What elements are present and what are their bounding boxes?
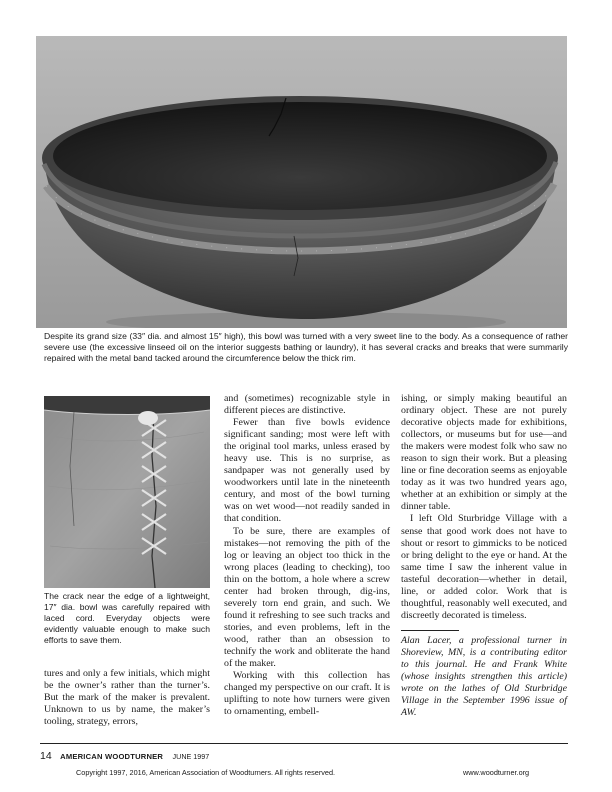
footer-divider xyxy=(40,743,568,744)
issue-date: JUNE 1997 xyxy=(172,752,210,761)
body-column-2 xyxy=(224,393,390,718)
paragraph: Working with this collection has changed my perspective on our craft. It is uplifting to note how turners were given to ornamenting, embell- xyxy=(224,670,390,718)
crack-repair-photo xyxy=(44,396,210,588)
body-column-1 xyxy=(44,668,210,728)
paragraph: tures and only a few initials, which might be the owner’s rather than the turner’s. But the mark of the maker is prevalent. Unknown to us by name, the maker’s tooling, strategy, errors, xyxy=(44,668,210,728)
paragraph: Fewer than five bowls evidence significant sanding; most were left with the original tool marks, unless erased by heavy use. This is no surprise, as sandpaper was not generally used by woodworkers until late in the nineteenth century, and most of the bowl turning was on wet wood—not readily sanded in that condition. xyxy=(224,417,390,525)
bio-divider xyxy=(401,630,459,631)
paragraph: and (sometimes) recognizable style in different pieces are distinctive. xyxy=(224,393,390,417)
copyright-notice: Copyright 1997, 2016, American Association of Woodturners. All rights reserved. xyxy=(76,768,336,777)
bowl-photo xyxy=(36,36,567,328)
crack-repair-caption: The crack near the edge of a lightweight, 17″ dia. bowl was carefully repaired with laced cord. Everyday objects were evidently valuable enough to make such efforts to save them. xyxy=(44,591,210,646)
paragraph: ishing, or simply making beautiful an ordinary object. These are not purely decorative objects made for exhibitions, collectors, or museums but for use—and the makers were modest folk who saw no reason to sign their work. But a pleasing line or fine decoration seems as enjoyable today as it was two hundred years ago, whether at an exhibition or simply at the dinner table. xyxy=(401,393,567,513)
paragraph: I left Old Sturbridge Village with a sense that good work does not have to shout or resort to gimmicks to be noticed or bring delight to the eye or hand. At the same time I saw the inherent value in tasteful decoration—whether in detail, line, or added color. Work that is thoughtful, reasonably well executed, and discreetly decorated is timeless. xyxy=(401,513,567,621)
page-footer xyxy=(40,746,209,764)
website-link[interactable]: www.woodturner.org xyxy=(463,768,530,777)
bowl-photo-caption: Despite its grand size (33″ dia. and almost 15″ high), this bowl was turned with a very sweet line to the body. As a consequence of rather severe use (the excessive linseed oil on the interior suggests bathing or laundry), it has several cracks and breaks that were summarily repaired with the metal band tacked around the circumference below the thick rim. xyxy=(44,331,568,364)
page-number: 14 xyxy=(40,750,52,762)
paragraph: To be sure, there are examples of mistakes—not removing the pith of the log or leaving an object too thick in the wrong places (leading to checking), too thin on the bottom, a hole where a screw center had broken through, dig-ins, severely torn end grain, and such. We found it refreshing to see such tracks and stories, and even problems, left in the wood, rather than an obsession to technify the work and obliterate the hand of the maker. xyxy=(224,525,390,670)
body-column-3 xyxy=(401,393,567,719)
magazine-title: AMERICAN WOODTURNER xyxy=(60,752,164,761)
author-bio: Alan Lacer, a professional turner in Shoreview, MN, is a contributing editor to this journal. He and Frank White (whose insights strengthen this article) wrote on the lathes of Old Sturbridge Village in the September 1996 issue of AW. xyxy=(401,634,567,719)
